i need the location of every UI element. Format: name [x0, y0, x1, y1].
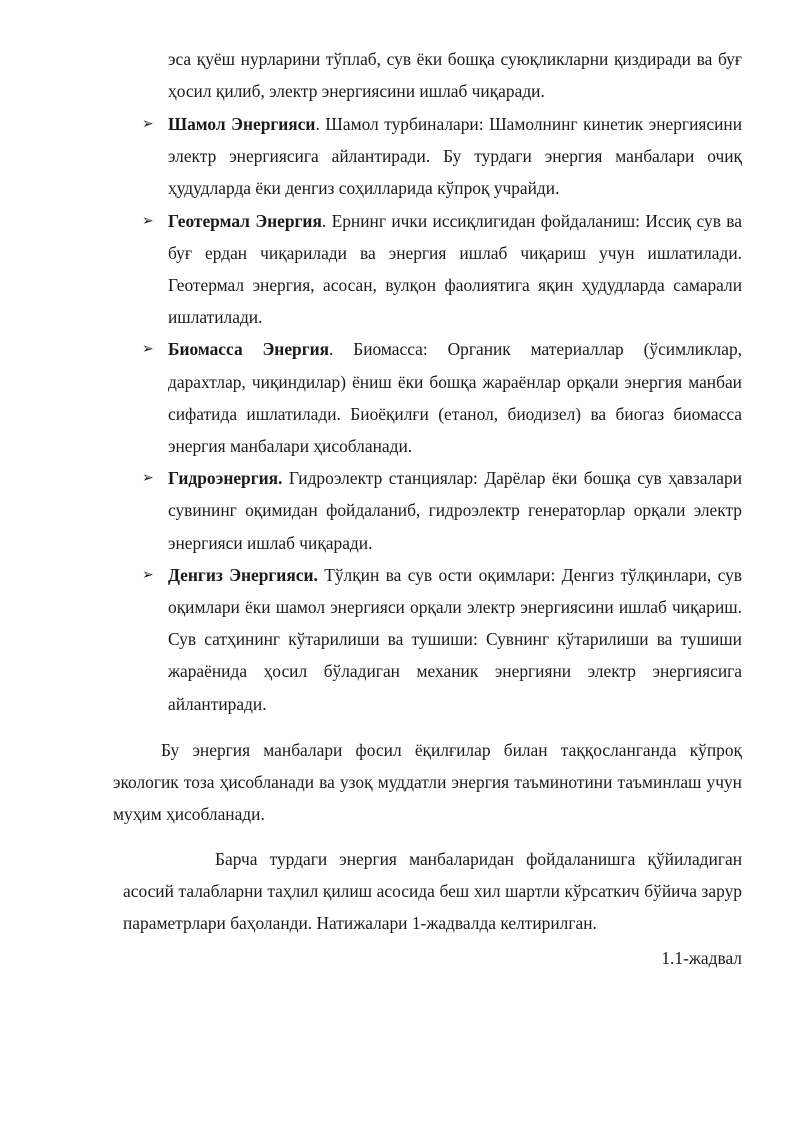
list-item-title: Биомасса Энергия	[168, 339, 330, 360]
list-item-biomass	[142, 333, 742, 462]
list-item-sea	[142, 559, 742, 720]
right-arrowhead-icon: ➢	[142, 566, 154, 583]
table-caption: 1.1-жадвал	[661, 948, 742, 968]
list-item-geothermal	[142, 205, 742, 334]
list-item-text: . Шамол турбиналари: Шамолнинг кинетик энергиясини электр энергиясига айлантиради. Бу турдаги энергия манбалари очиқ ҳудудларда ёки денгиз соҳилларида кўпроқ учрайди.	[168, 114, 743, 199]
list-item-title: Шамол Энергияси	[168, 114, 316, 134]
right-arrowhead-icon: ➢	[142, 341, 154, 358]
list-item-text: . Ернинг ички иссиқлигидан фойдаланиш: Иссиқ сув ва буғ ердан чиқарилади ва энергия ишлаб чиқариш учун ишлатилади. Геотермал энергия, асосан, вулқон фаолиятига яқин ҳудудларда самарали ишлатилади.	[168, 210, 742, 328]
list-item-title: Денгиз Энергияси.	[168, 564, 318, 585]
list-item-text: . Биомасса: Органик материаллар (ўсимликлар, дарахтлар, чиқиндилар) ёниш ёки бошқа жараёнлар орқали энергия манбаи сифатида ишлатилади. Биоёқилғи (етанол, биодизел) ва биогаз биомасса энергия манбалари ҳисобланади.	[168, 339, 742, 457]
summary-paragraph: Бу энергия манбалари фосил ёқилғилар билан таққосланганда кўпроқ экологик тоза ҳисобланади ва узоқ муддатли энергия таъминотини таъминлаш учун муҳим ҳисобланади.	[113, 740, 742, 825]
energy-sources-list	[142, 108, 742, 720]
right-arrowhead-icon: ➢	[142, 212, 154, 229]
list-item-wind	[142, 108, 742, 205]
table-intro-paragraph: Барча турдаги энергия манбаларидан фойдаланишга қўйиладиган асосий талабларни таҳлил қилиш асосида беш хил шартли кўрсаткич бўйича зарур параметрлари баҳоланди. Натижалари 1-жадвалда келтирилган.	[123, 849, 742, 934]
list-item-hydro	[142, 462, 742, 559]
list-item-text: Гидроэлектр станциялар: Дарёлар ёки бошқа сув ҳавзалари сувининг оқимидан фойдаланиб, гидроэлектр генераторлар орқали электр энергияси ишлаб чиқаради.	[168, 468, 742, 553]
list-item-title: Геотермал Энергия	[168, 210, 322, 231]
right-arrowhead-icon: ➢	[142, 116, 154, 132]
list-item-text: Тўлқин ва сув ости оқимлари: Денгиз тўлқинлари, сув оқимлари ёки шамол энергияси орқали электр энергиясини ишлаб чиқариш. Сув сатҳининг кўтарилиши ва тушиши: Сувнинг кўтарилиши ва тушиши жараёнида ҳосил бўладиган механик энергияни электр энергиясига айлантиради.	[168, 564, 743, 714]
list-item-title: Гидроэнергия.	[168, 468, 283, 489]
paragraph-continuation: эса қуёш нурларини тўплаб, сув ёки бошқа суюқликларни қиздиради ва буғ ҳосил қилиб, электр энергиясини ишлаб чиқаради.	[168, 49, 742, 102]
right-arrowhead-icon: ➢	[142, 470, 154, 487]
